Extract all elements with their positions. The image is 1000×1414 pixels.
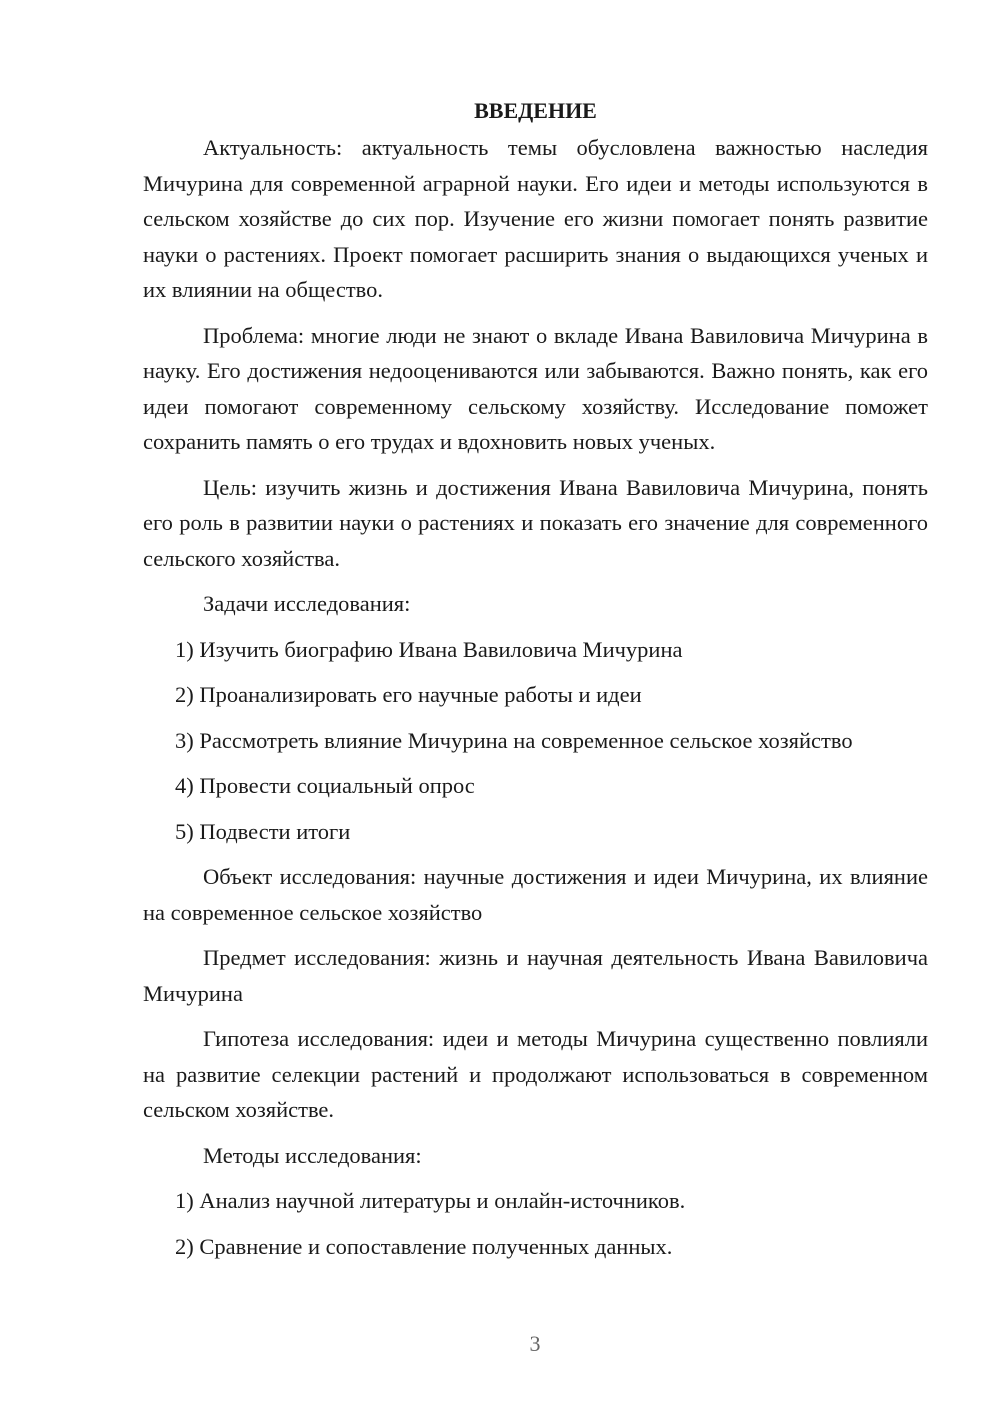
goal-paragraph: Цель: изучить жизнь и достижения Ивана Вавиловича Мичурина, понять его роль в развитии науки о растениях и показать его значение для современного сельского хозяйства. [143, 474, 928, 571]
list-item: 3) Рассмотреть влияние Мичурина на современное сельское хозяйство [175, 727, 853, 753]
tasks-list [143, 632, 928, 850]
subject-paragraph: Предмет исследования: жизнь и научная деятельность Ивана Вавиловича Мичурина [143, 945, 928, 1006]
document-page [143, 96, 928, 1274]
object-paragraph: Объект исследования: научные достижения и идеи Мичурина, их влияние на современное сельское хозяйство [143, 864, 928, 925]
list-item: 4) Провести социальный опрос [175, 773, 475, 798]
hypothesis-paragraph: Гипотеза исследования: идеи и методы Мичурина существенно повлияли на развитие селекции растений и продолжают использоваться в современном сельском хозяйстве. [143, 1026, 928, 1122]
methods-list [143, 1183, 928, 1264]
list-item: 2) Проанализировать его научные работы и идеи [175, 682, 642, 707]
methods-label: Методы исследования: [203, 1142, 422, 1168]
list-item: 1) Изучить биографию Ивана Вавиловича Мичурина [175, 636, 683, 662]
page-number: 3 [529, 1331, 541, 1356]
list-item: 2) Сравнение и сопоставление полученных данных. [175, 1233, 673, 1259]
problem-paragraph: Проблема: многие люди не знают о вкладе Ивана Вавиловича Мичурина в науку. Его достижения недооцениваются или забываются. Важно понять, как его идеи помогают современному сельскому хозяйству. Исследование поможет сохранить память о его трудах и вдохновить новых ученых. [143, 322, 928, 454]
page-title: ВВЕДЕНИЕ [474, 98, 597, 123]
tasks-label: Задачи исследования: [203, 591, 411, 616]
list-item: 1) Анализ научной литературы и онлайн-источников. [175, 1188, 686, 1213]
relevance-paragraph: Актуальность: актуальность темы обусловлена важностью наследия Мичурина для современной аграрной науки. Его идеи и методы используются в сельском хозяйстве до сих пор. Изучение его жизни помогает понять развитие науки о растениях. Проект помогает расширить знания о выдающихся ученых и их влиянии на общество. [143, 135, 928, 302]
list-item: 5) Подвести итоги [175, 818, 351, 844]
